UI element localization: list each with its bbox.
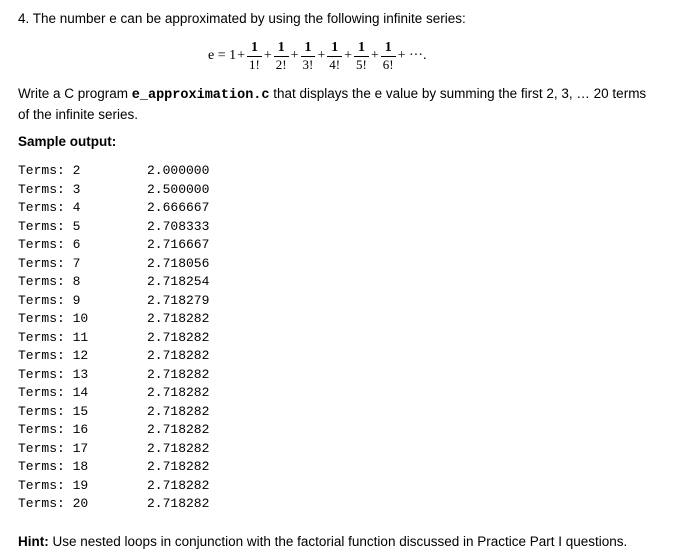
formula-plus: + [370, 48, 379, 63]
terms-label: Terms: 3 [18, 181, 81, 197]
sample-output-row [18, 218, 209, 237]
formula-plus: + [290, 48, 299, 63]
formula-terms [236, 41, 397, 72]
question-text: 4. The number e can be approximated by using the following infinite series: [18, 11, 466, 26]
sample-output-row [18, 403, 209, 422]
terms-label: Terms: 12 [18, 348, 89, 363]
sample-output-row [18, 347, 209, 366]
terms-label: Terms: 8 [18, 274, 81, 289]
terms-label: Terms: 15 [18, 403, 89, 419]
e-value: 2.718279 [147, 292, 210, 308]
e-value: 2.500000 [147, 181, 210, 197]
e-value: 2.718056 [147, 255, 210, 271]
formula-fraction [354, 41, 369, 72]
instructions-after: that displays the e value by summing the first 2, 3, … 20 terms of the infinite series. [18, 86, 647, 122]
fraction-denominator: 5! [356, 56, 367, 72]
sample-output-row [18, 255, 209, 274]
hint-body: Use nested loops in conjunction with the factorial function discussed in Practice Part I questions. [48, 534, 628, 549]
terms-label: Terms: 19 [18, 477, 89, 493]
e-value: 2.718282 [147, 422, 210, 437]
formula-fraction [327, 41, 342, 72]
terms-label: Terms: 11 [18, 329, 89, 345]
hint-label: Hint: [18, 534, 49, 549]
e-value: 2.718282 [147, 496, 210, 511]
terms-label: Terms: 18 [18, 459, 89, 474]
instructions-before: Write a C program [18, 86, 132, 101]
terms-label: Terms: 6 [18, 237, 81, 252]
formula-plus: + [237, 48, 246, 63]
sample-output-row [18, 236, 209, 255]
sample-output-row [18, 440, 209, 459]
e-value: 2.718282 [147, 403, 210, 419]
sample-output-row [18, 199, 209, 218]
sample-output-table [18, 162, 209, 514]
e-value: 2.718282 [147, 348, 210, 363]
sample-output-row [18, 292, 209, 311]
sample-output-row [18, 421, 209, 440]
terms-label: Terms: 20 [18, 496, 89, 511]
e-value: 2.718282 [147, 459, 210, 474]
sample-output-row [18, 366, 209, 385]
e-value: 2.718282 [147, 329, 210, 345]
terms-label: Terms: 10 [18, 311, 89, 326]
e-value: 2.708333 [147, 218, 210, 234]
terms-label: Terms: 13 [18, 366, 89, 382]
instructions-text [18, 84, 658, 124]
e-value: 2.718282 [147, 311, 210, 326]
sample-output-row [18, 162, 209, 181]
terms-label: Terms: 17 [18, 440, 89, 456]
formula-fraction [274, 41, 289, 72]
terms-label: Terms: 4 [18, 200, 81, 215]
e-value: 2.718282 [147, 366, 210, 382]
fraction-numerator: 1 [304, 39, 312, 55]
terms-label: Terms: 14 [18, 385, 89, 400]
fraction-numerator: 1 [277, 39, 285, 55]
fraction-numerator: 1 [331, 39, 339, 55]
formula-plus: + [344, 48, 353, 63]
program-filename: e_approximation.c [131, 88, 270, 103]
e-value: 2.718282 [147, 440, 210, 456]
formula-plus: + [263, 48, 272, 63]
formula-plus: + [317, 48, 326, 63]
e-value: 2.666667 [147, 200, 210, 215]
terms-label: Terms: 7 [18, 255, 81, 271]
fraction-denominator: 3! [302, 56, 314, 72]
sample-output-row [18, 384, 209, 403]
sample-output-row [18, 310, 209, 329]
hint-text [18, 534, 627, 549]
formula-fraction [301, 41, 316, 72]
formula-lhs: e = 1 [208, 48, 237, 63]
sample-output-row [18, 477, 209, 496]
sample-output-title: Sample output: [18, 134, 117, 149]
terms-label: Terms: 2 [18, 163, 81, 178]
sample-output-row [18, 181, 209, 200]
e-value: 2.718282 [147, 477, 210, 493]
terms-label: Terms: 5 [18, 218, 81, 234]
fraction-numerator: 1 [357, 39, 365, 55]
sample-output-row [18, 329, 209, 348]
e-value: 2.718282 [147, 385, 210, 400]
fraction-denominator: 1! [249, 56, 260, 72]
series-formula [208, 36, 428, 76]
formula-fraction [247, 41, 262, 72]
fraction-denominator: 6! [382, 56, 394, 72]
sample-output-row [18, 458, 209, 477]
fraction-denominator: 4! [329, 56, 341, 72]
formula-fraction [381, 41, 396, 72]
e-value: 2.000000 [147, 163, 210, 178]
sample-output-row [18, 273, 209, 292]
fraction-numerator: 1 [250, 39, 258, 55]
fraction-numerator: 1 [384, 39, 392, 55]
fraction-denominator: 2! [275, 56, 287, 72]
formula-tail: + ···. [397, 48, 427, 63]
terms-label: Terms: 16 [18, 422, 89, 437]
e-value: 2.716667 [147, 237, 210, 252]
e-value: 2.718254 [147, 274, 210, 289]
terms-label: Terms: 9 [18, 292, 81, 308]
sample-output-row [18, 495, 209, 514]
